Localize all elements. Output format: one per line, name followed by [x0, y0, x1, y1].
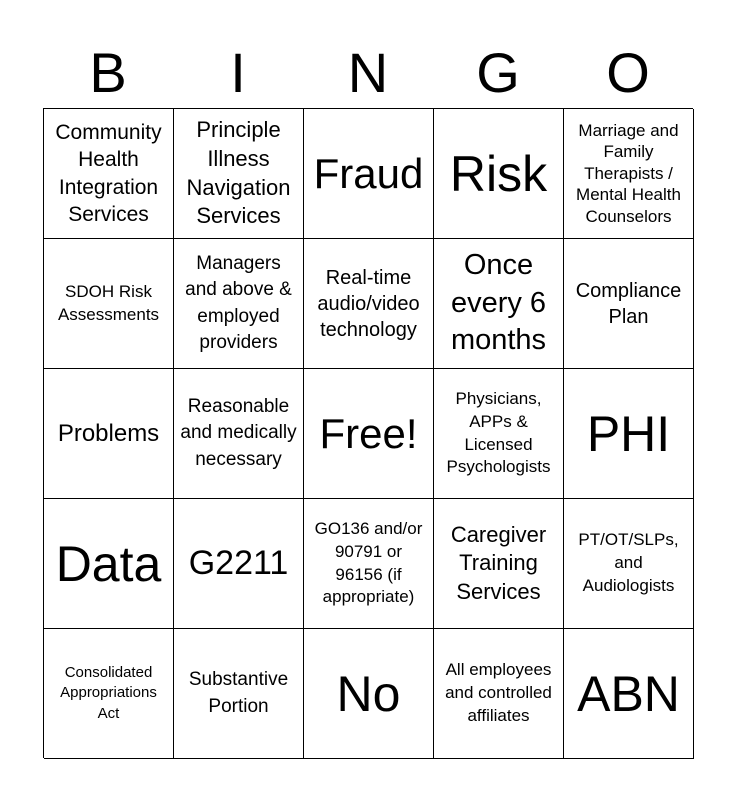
bingo-cell[interactable] — [434, 369, 564, 499]
bingo-grid — [43, 108, 693, 758]
bingo-cell[interactable] — [44, 369, 174, 499]
cell-text: Community Health Integration Services — [55, 120, 162, 226]
bingo-cell[interactable] — [434, 499, 564, 629]
cell-text: Free! — [319, 409, 418, 457]
header-letter-g: G — [476, 41, 520, 104]
bingo-cell[interactable] — [564, 239, 694, 369]
cell-text: Once every 6 months — [450, 248, 547, 357]
cell-text: PHI — [586, 405, 671, 462]
cell-text: Fraud — [313, 149, 424, 197]
cell-text: Reasonable and medically necessary — [180, 396, 297, 470]
bingo-header — [43, 38, 693, 108]
cell-text: SDOH Risk Assessments — [57, 281, 160, 324]
bingo-cell[interactable] — [564, 499, 694, 629]
bingo-cell[interactable] — [304, 109, 434, 239]
bingo-cell[interactable] — [174, 369, 304, 499]
bingo-cell[interactable] — [44, 239, 174, 369]
cell-text: ABN — [577, 665, 680, 722]
bingo-cell[interactable] — [564, 369, 694, 499]
bingo-cell[interactable] — [304, 499, 434, 629]
cell-text: Managers and above & employed providers — [185, 253, 292, 353]
bingo-cell[interactable] — [44, 499, 174, 629]
cell-text: G2211 — [188, 544, 289, 583]
bingo-cell[interactable] — [44, 109, 174, 239]
cell-text: Data — [55, 535, 162, 592]
bingo-cell[interactable] — [564, 629, 694, 759]
cell-text: No — [336, 665, 401, 722]
header-letter-b: B — [89, 41, 127, 104]
bingo-cell[interactable] — [434, 109, 564, 239]
bingo-cell[interactable] — [434, 629, 564, 759]
bingo-cell[interactable] — [174, 499, 304, 629]
bingo-cell[interactable] — [174, 239, 304, 369]
cell-text: Problems — [57, 419, 160, 447]
bingo-cell[interactable] — [304, 369, 434, 499]
cell-text: Real-time audio/video technology — [317, 266, 420, 341]
cell-text: Marriage and Family Therapists / Mental Health Counselors — [576, 120, 681, 226]
cell-text: Compliance Plan — [575, 279, 682, 328]
cell-text: Risk — [449, 145, 548, 202]
cell-text: GO136 and/or 90791 or 96156 (if appropriate) — [314, 518, 423, 607]
bingo-cell[interactable] — [174, 109, 304, 239]
cell-text: Physicians, APPs & Licensed Psychologists — [446, 388, 551, 477]
bingo-cell[interactable] — [304, 239, 434, 369]
cell-text: Caregiver Training Services — [450, 521, 547, 604]
cell-text: Principle Illness Navigation Services — [186, 117, 291, 229]
header-letter-o: O — [606, 41, 650, 104]
bingo-cell[interactable] — [44, 629, 174, 759]
bingo-cell[interactable] — [564, 109, 694, 239]
cell-text: All employees and controlled affiliates — [445, 660, 552, 725]
cell-text: Substantive Portion — [188, 669, 289, 717]
header-letter-i: I — [230, 41, 246, 104]
bingo-cell[interactable] — [434, 239, 564, 369]
cell-text: Consolidated Appropriations Act — [60, 664, 157, 722]
cell-text: PT/OT/SLPs, and Audiologists — [578, 530, 679, 595]
bingo-cell[interactable] — [174, 629, 304, 759]
header-letter-n: N — [347, 41, 389, 104]
bingo-cell[interactable] — [304, 629, 434, 759]
